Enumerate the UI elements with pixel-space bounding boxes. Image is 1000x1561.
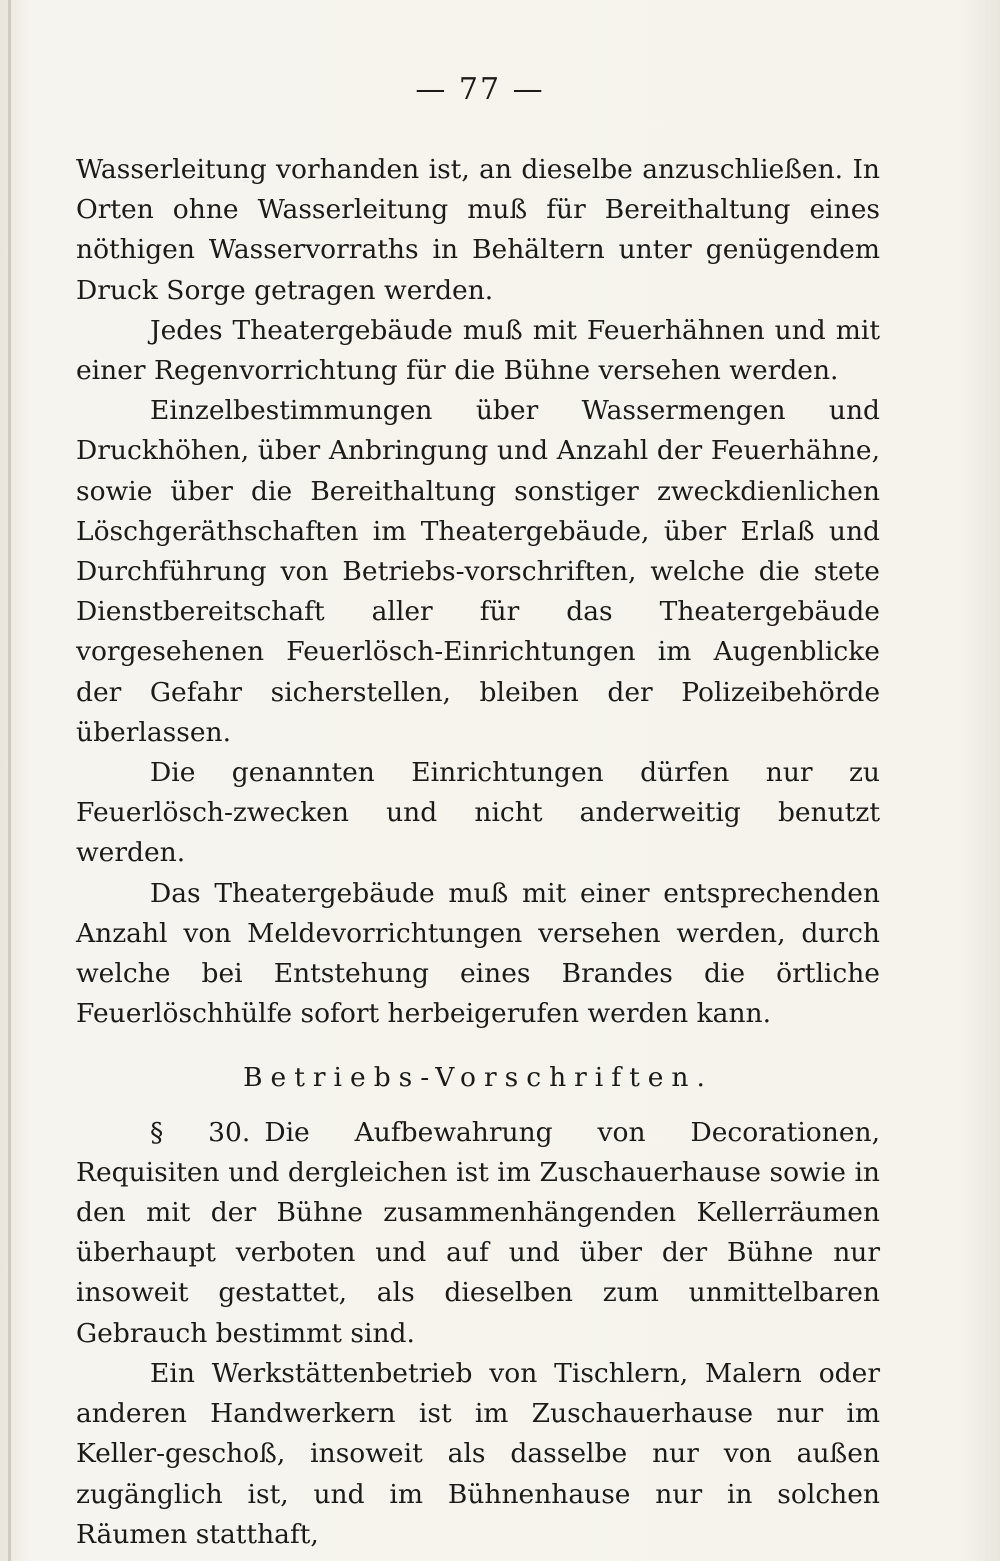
section-paragraph: Ein Werkstättenbetrieb von Tischlern, Malern oder anderen Handwerkern ist im Zuschauerhause nur im Keller-geschoß, insoweit als dasselbe nur von außen zugänglich ist, und im Bühnenhause nur in solchen Räumen statthaft,	[76, 1357, 880, 1550]
section-heading: Betriebs-Vorschriften.	[243, 1062, 713, 1094]
paragraph: Einzelbestimmungen über Wassermengen und Druckhöhen, über Anbringung und Anzahl der Feuerhähne, sowie über die Bereithaltung sonstiger zweckdienlichen Löschgeräthschaften im Theatergebäude, über Erlaß und Durchführung von Betriebs-vorschriften, welche die stete Dienstbereitschaft aller für das Theatergebäude vorgesehenen Feuerlösch-Einrichtungen im Augenblicke der Gefahr sicherstellen, bleiben der Polizeibehörde überlassen.	[76, 395, 880, 748]
paragraph: Jedes Theatergebäude muß mit Feuerhähnen und mit einer Regenvorrichtung für die Bühne versehen werden.	[76, 314, 880, 387]
page-spine-edge	[8, 0, 11, 1561]
paragraph: Das Theatergebäude muß mit einer entsprechenden Anzahl von Meldevorrichtungen versehen werden, durch welche bei Entstehung eines Brandes die örtliche Feuerlöschhülfe sofort herbeigerufen werden kann.	[76, 877, 880, 1030]
paragraph: Wasserleitung vorhanden ist, an dieselbe anzuschließen. In Orten ohne Wasserleitung muß für Bereithaltung eines nöthigen Wasservorraths in Behältern unter genügendem Druck Sorge getragen werden.	[76, 154, 880, 306]
section-paragraph	[76, 1113, 880, 1354]
page-number: — 77 —	[415, 72, 545, 107]
paragraph: Die genannten Einrichtungen dürfen nur zu Feuerlösch-zwecken und nicht anderweitig benutzt werden.	[76, 757, 880, 869]
section-number: § 30.	[150, 1116, 251, 1148]
section-paragraph-text: Die Aufbewahrung von Decorationen, Requisiten und dergleichen ist im Zuschauerhause sowie in den mit der Bühne zusammenhängenden Kellerräumen überhaupt verboten und auf und über der Bühne nur insoweit gestattet, als dieselben zum unmittelbaren Gebrauch bestimmt sind.	[76, 1116, 880, 1349]
page-body	[76, 150, 880, 1555]
